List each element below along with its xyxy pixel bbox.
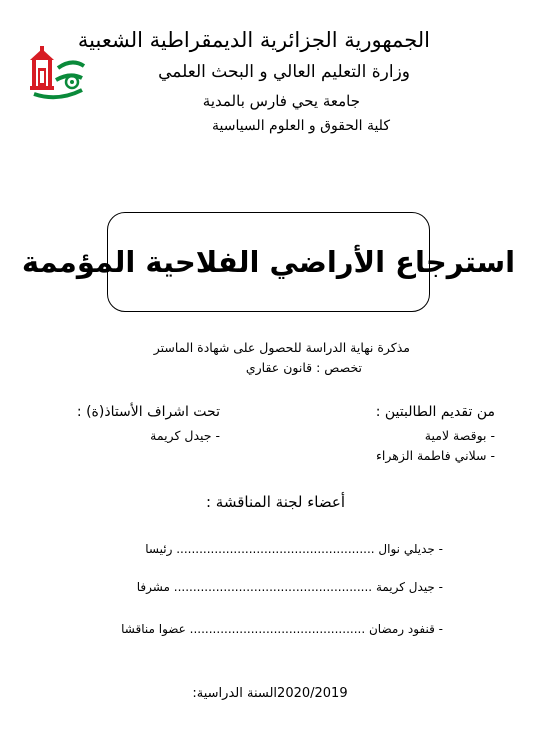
jury-dots: .................................................... <box>173 580 373 594</box>
jury-member-name: - قنفود رمضان <box>368 622 443 636</box>
header-faculty: كلية الحقوق و العلوم السياسية <box>211 118 390 134</box>
academic-year <box>0 686 540 701</box>
jury-dots: .................................................... <box>176 542 375 556</box>
jury-dots: .............................................. <box>189 622 366 636</box>
students-label: من تقديم الطالبتين : <box>375 404 495 420</box>
student-name: - بوقصة لامية <box>424 428 495 443</box>
jury-title: أعضاء لجنة المناقشة : <box>205 493 345 511</box>
student-name: - سلاني فاطمة الزهراء <box>376 448 495 463</box>
jury-member-role: مشرفا <box>136 580 170 594</box>
header-republic: الجمهورية الجزائرية الديمقراطية الشعبية <box>77 28 430 52</box>
jury-member-name: - جيدل كريمة <box>375 580 443 594</box>
jury-member-row <box>98 542 443 556</box>
supervision-label: تحت اشراف الأستاذ(ة) : <box>76 404 220 420</box>
academic-year-value: 2020/2019 <box>277 686 348 701</box>
header-ministry: وزارة التعليم العالي و البحث العلمي <box>158 62 410 82</box>
title-frame <box>21 212 516 312</box>
jury-member-role: عضوا مناقشا <box>121 622 186 636</box>
memo-description: مذكرة نهاية الدراسة للحصول على شهادة الماستر <box>153 340 410 355</box>
supervisor-name: - جيدل كريمة <box>150 428 220 443</box>
specialization: تخصص : قانون عقاري <box>245 360 362 375</box>
university-logo-icon <box>28 46 86 102</box>
jury-member-row <box>98 622 443 636</box>
jury-member-role: رئيسا <box>145 542 173 556</box>
header-university: جامعة يحي فارس بالمدية <box>202 92 360 110</box>
jury-member-name: - جديلي نوال <box>378 542 443 556</box>
jury-member-row <box>98 580 443 594</box>
academic-year-label: السنة الدراسية: <box>192 686 278 701</box>
thesis-title: استرجاع الأراضي الفلاحية المؤممة <box>21 245 516 279</box>
